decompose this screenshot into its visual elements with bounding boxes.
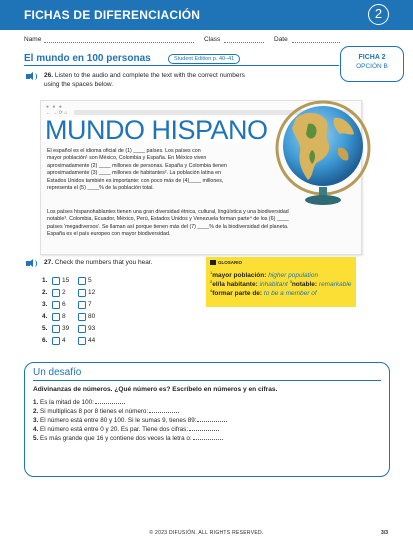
checkbox[interactable] <box>52 325 60 333</box>
article-headline-box <box>45 117 297 143</box>
option-value: 2 <box>62 289 66 296</box>
item-number: 2. <box>33 408 39 415</box>
challenge-box <box>24 362 390 477</box>
section-divider <box>24 65 339 66</box>
item-number: 6. <box>42 337 48 344</box>
exercise-27-number: 27. <box>44 259 54 266</box>
article-p1-line: mayor población¹ son México, Colombia y España. En México viven <box>47 155 207 162</box>
item-number: 3. <box>42 301 48 308</box>
article-headline: MUNDO HISPANO <box>45 115 268 145</box>
challenge-title: Un desafío <box>33 367 82 378</box>
list-item <box>42 325 162 334</box>
option-value: 8 <box>62 313 66 320</box>
list-item <box>42 277 162 286</box>
item-number: 5. <box>33 435 39 442</box>
exercise-26-text-2: using the spaces below. <box>44 81 114 88</box>
checkbox[interactable] <box>78 325 86 333</box>
checkbox[interactable] <box>52 301 60 309</box>
list-item <box>42 289 162 298</box>
list-item <box>33 417 227 425</box>
audio-icon[interactable] <box>26 259 36 268</box>
option-value: 15 <box>62 277 70 284</box>
book-icon <box>210 260 216 265</box>
item-number: 2. <box>42 289 48 296</box>
glossary-term: formar parte de: <box>212 290 263 298</box>
answer-field[interactable] <box>197 417 227 422</box>
header-title: FICHAS DE DIFERENCIACIÓN <box>24 8 201 22</box>
class-label: Class <box>204 36 221 43</box>
glossary-title: GLOSARIO <box>218 260 243 265</box>
checkbox[interactable] <box>78 337 86 345</box>
article-p1-line: El español es el idioma oficial de (1) ____ países. Los países con <box>47 148 201 154</box>
article-p2-line: países 'megadiversos'. Se llaman así porque tienen más del (7) ____% de la biodiversidad del planeta. <box>47 223 289 230</box>
riddle-text: Es la mitad de 100: <box>40 399 94 406</box>
option-value: 80 <box>88 313 96 320</box>
item-number: 1. <box>42 277 48 284</box>
riddle-text: El número está entre 80 y 100. Si le sumas 9, tienes 89: <box>40 417 197 424</box>
riddle-text: El número está entre 0 y 20. Es par. Tiene dos cifras: <box>40 426 189 433</box>
checkbox[interactable] <box>78 301 86 309</box>
article-p1-line: Estados Unidos también es importante: con poco más de (4)____ millones, <box>47 177 224 184</box>
globe-illustration <box>268 88 378 208</box>
option-value: 6 <box>62 301 66 308</box>
name-field[interactable] <box>44 42 194 43</box>
glossary-box <box>206 257 356 307</box>
name-label: Name <box>24 36 42 43</box>
class-field[interactable] <box>224 42 264 43</box>
checkbox[interactable] <box>78 313 86 321</box>
glossary-sup: 2 <box>210 279 213 284</box>
sheet-number-badge: 2 <box>368 4 389 25</box>
page-number: 3/3 <box>381 530 388 536</box>
item-number: 4. <box>33 426 39 433</box>
header-bar <box>0 0 413 30</box>
checkbox[interactable] <box>52 289 60 297</box>
list-item <box>42 301 162 310</box>
answer-field[interactable] <box>189 426 219 431</box>
article-p2-line: España es el país europeo con mayor biodiversidad. <box>47 231 171 238</box>
exercise-27-text: Check the numbers that you hear. <box>54 259 153 266</box>
exercise-27-instruction <box>44 258 152 267</box>
option-value: 5 <box>88 277 92 284</box>
glossary-header <box>210 260 242 265</box>
riddle-text: Si multiplicas 8 por 8 tienes el número: <box>40 408 149 415</box>
article-p1-line: aproximadamente (2) ____ millones de personas. España y Colombia tienen <box>47 162 227 169</box>
exercise-26-instruction <box>44 71 245 89</box>
option-value: 4 <box>62 337 66 344</box>
answer-field[interactable] <box>149 408 179 413</box>
item-number: 1. <box>33 399 39 406</box>
section-title: El mundo en 100 personas <box>24 53 151 64</box>
option-value: 12 <box>88 289 96 296</box>
article-paragraph-2 <box>47 209 359 239</box>
option-label: OPCIÓN B <box>356 63 388 70</box>
glossary-entry <box>210 287 317 298</box>
option-value: 7 <box>88 301 92 308</box>
article-p2-line: notable³. Colombia, Ecuador, México, Perú, Estados Unidos y Venezuela forman parte⁴ de los (6) ____ <box>47 216 289 223</box>
article-p1-line: aproximadamente (3) ____ millones de habitantes². La población latina en <box>47 170 222 177</box>
copyright-footer: © 2023 DIFUSIÓN. ALL RIGHTS RESERVED. <box>149 530 264 536</box>
option-value: 93 <box>88 325 96 332</box>
option-value: 39 <box>62 325 70 332</box>
glossary-term: el/la habitante: <box>212 281 258 289</box>
glossary-sup: 3 <box>289 279 292 284</box>
challenge-instruction: Adivinanzas de números. ¿Qué número es? Escríbelo en números y en cifras. <box>33 386 278 393</box>
exercise-26-text-1: Listen to the audio and complete the text with the correct numbers <box>54 72 245 79</box>
glossary-definition: to be a member of <box>263 290 317 298</box>
checkbox[interactable] <box>52 277 60 285</box>
glossary-sup: 1 <box>210 270 213 275</box>
list-item <box>33 399 125 407</box>
article-p2-line: Los países hispanohablantes tienen una gran diversidad étnica, cultural, lingüística y una biodiversidad <box>47 209 289 215</box>
browser-nav-icons: ← → ⟳ ⌂ <box>46 110 68 116</box>
checkbox[interactable] <box>78 277 86 285</box>
list-item <box>42 337 162 346</box>
item-number: 5. <box>42 325 48 332</box>
list-item <box>33 426 219 434</box>
glossary-term: notable: <box>291 281 318 289</box>
list-item <box>42 313 162 322</box>
glossary-sup: 4 <box>210 288 213 293</box>
audio-icon[interactable] <box>26 72 36 81</box>
article-paragraph-1 <box>47 148 252 192</box>
list-item <box>33 408 179 416</box>
riddle-text: Es más grande que 16 y contiene dos veces la letra o: <box>40 435 192 442</box>
date-field[interactable] <box>292 42 340 43</box>
glossary-term: mayor población: <box>212 272 267 280</box>
item-number: 3. <box>33 417 39 424</box>
option-value: 44 <box>88 337 96 344</box>
checkbox[interactable] <box>78 289 86 297</box>
answer-field[interactable] <box>95 399 125 404</box>
item-number: 4. <box>42 313 48 320</box>
list-item <box>33 435 223 443</box>
date-label: Date <box>274 36 288 43</box>
checkbox[interactable] <box>52 313 60 321</box>
student-edition-tag: Student Edition p. 40–41 <box>168 54 240 64</box>
ficha-badge <box>340 46 404 82</box>
answer-field[interactable] <box>193 435 223 440</box>
glossary-definition: inhabitant <box>259 281 288 289</box>
exercise-26-number: 26. <box>44 72 54 79</box>
checkbox[interactable] <box>52 337 60 345</box>
challenge-divider <box>33 380 381 381</box>
glossary-definition: higher population <box>268 272 319 280</box>
ficha-label: FICHA 2 <box>358 54 386 61</box>
browser-window-dots: ● ● ● <box>46 104 63 110</box>
article-p1-line: representa el (5) ____% de la población total. <box>47 185 154 192</box>
glossary-definition: remarkable <box>318 281 352 289</box>
